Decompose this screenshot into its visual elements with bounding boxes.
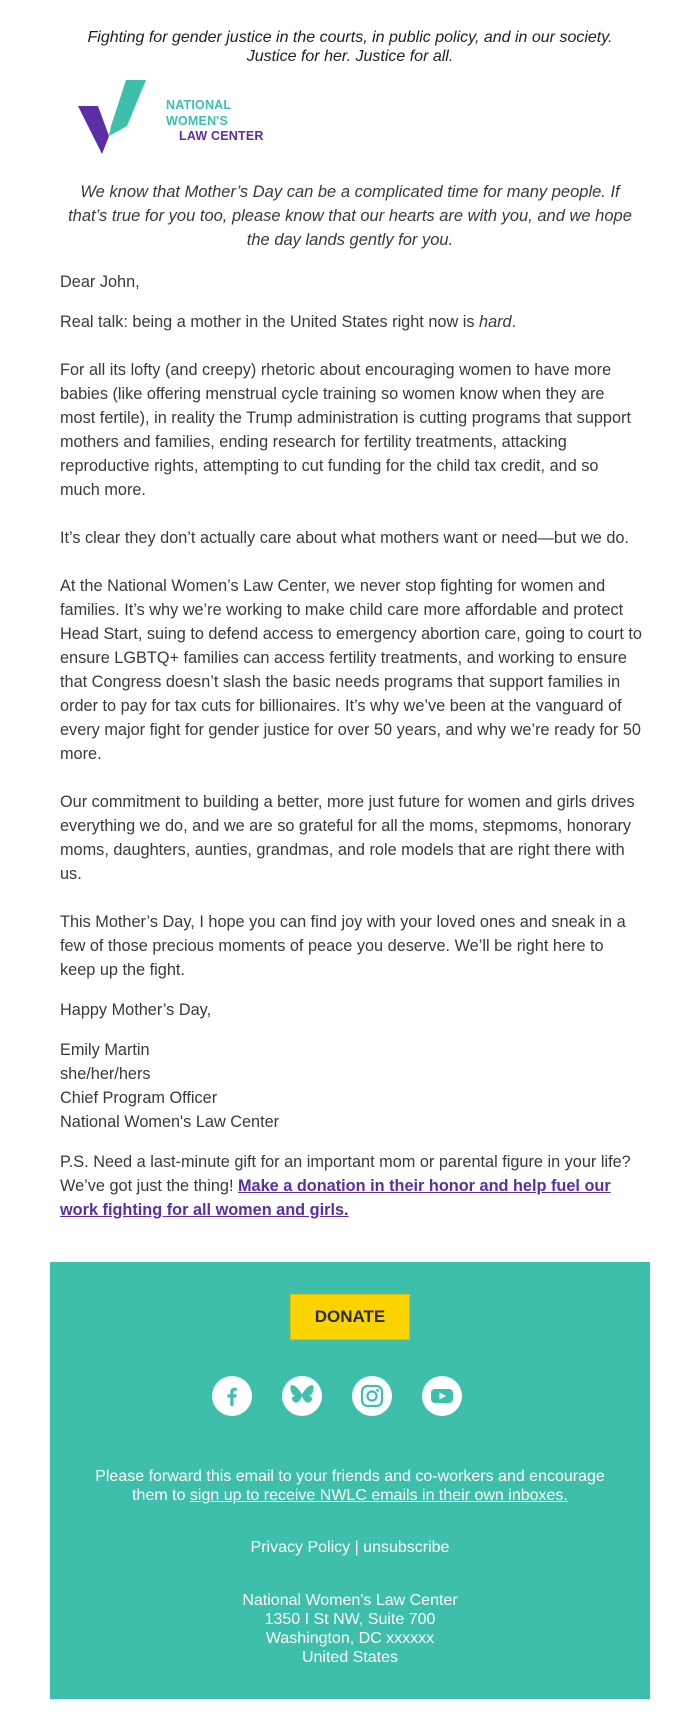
tagline-line-1: Fighting for gender justice in the courts, in public policy, and in our society. (87, 29, 613, 46)
signature-name: Emily Martin (60, 1041, 150, 1059)
intro-note: We know that Mother’s Day can be a complicated time for many people. If that’s true for you too, please know that our hearts are with you, and we hope the day lands gently for you. (68, 183, 632, 249)
email-footer (50, 1262, 650, 1699)
youtube-icon (429, 1386, 455, 1406)
paragraph-4: At the National Women’s Law Center, we never stop fighting for women and families. It’s why we’re working to make child care more affordable and protect Head Start, suing to defend access to emergency abortion care, going to court to ensure LGBTQ+ families can access fertility treatments, and working to ensure that Congress doesn’t slash the basic needs programs that support families in order to pay for tax cuts for billionaires. It’s why we’ve been at the vanguard of every major fight for gender justice for over 50 years, and why we’re ready for 50 more. (60, 577, 642, 763)
paragraph-1-text: Real talk: being a mother in the United States right now is (60, 313, 480, 331)
bluesky-icon (289, 1384, 315, 1408)
link-separator: | (350, 1539, 364, 1556)
signature-title: Chief Program Officer (60, 1089, 218, 1107)
privacy-policy-link[interactable]: Privacy Policy (250, 1539, 351, 1556)
letter-body (60, 270, 642, 1222)
youtube-link[interactable] (422, 1376, 462, 1416)
closing: Happy Mother’s Day, (60, 1001, 212, 1019)
logo-line-3: LAW CENTER (179, 129, 264, 143)
footer-links (50, 1538, 650, 1557)
mailing-address (50, 1591, 650, 1667)
paragraph-1 (60, 310, 642, 334)
logo-mark-icon (78, 80, 168, 158)
address-org: National Women's Law Center (242, 1592, 458, 1609)
logo-line-2: WOMEN'S (166, 113, 229, 128)
signature-pronouns: she/her/hers (60, 1065, 151, 1083)
signup-link[interactable]: sign up to receive NWLC emails in their own inboxes. (189, 1487, 568, 1504)
bluesky-link[interactable] (282, 1376, 322, 1416)
address-country: United States (301, 1649, 399, 1666)
unsubscribe-link[interactable]: unsubscribe (363, 1539, 450, 1556)
tagline-line-2: Justice for her. Justice for all. (246, 48, 454, 65)
paragraph-5: Our commitment to building a better, more just future for women and girls drives everything we do, and we are so grateful for all the moms, stepmoms, honorary moms, daughters, aunties, grandmas, and role models that are right there with us. (60, 793, 635, 883)
facebook-link[interactable] (212, 1376, 252, 1416)
nwlc-logo[interactable] (78, 80, 268, 158)
instagram-icon (359, 1383, 385, 1409)
logo-wordmark (166, 98, 264, 145)
signature-org: National Women's Law Center (60, 1113, 280, 1131)
forward-text: Please forward this email to your friends and co-workers and encourage them to (95, 1468, 605, 1504)
donate-button[interactable]: DONATE (290, 1294, 410, 1340)
donation-honor-link[interactable]: Make a donation in their honor and help fuel our work fighting for all women and girls. (60, 1177, 611, 1219)
address-street: 1350 I St NW, Suite 700 (264, 1611, 436, 1628)
paragraph-3: It’s clear they don’t actually care about what mothers want or need—but we do. (60, 529, 629, 547)
instagram-link[interactable] (352, 1376, 392, 1416)
postscript-text: P.S. Need a last-minute gift for an important mom or parental figure in your life? We’ve got just the thing! (60, 1153, 631, 1195)
greeting: Dear John, (60, 273, 140, 291)
facebook-icon (221, 1385, 243, 1407)
logo-line-1: NATIONAL (166, 98, 232, 112)
paragraph-1-suffix: . (511, 313, 517, 331)
postscript (60, 1150, 642, 1222)
address-city: Washington, DC xxxxxx (265, 1630, 435, 1647)
paragraph-2: For all its lofty (and creepy) rhetoric about encouraging women to have more babies (like offering menstrual cycle training so women know when they are most fertile), in reality the Trump administration is cutting programs that support mothers and families, ending research for fertility treatments, attacking reproductive rights, attempting to cut funding for the child tax credit, and so much more. (60, 361, 631, 499)
paragraph-6: This Mother’s Day, I hope you can find joy with your loved ones and sneak in a few of those precious moments of peace you deserve. We’ll be right here to keep up the fight. (60, 913, 626, 979)
forward-note (80, 1467, 620, 1505)
header-tagline (60, 28, 640, 66)
paragraph-1-emphasis: hard (479, 313, 512, 331)
